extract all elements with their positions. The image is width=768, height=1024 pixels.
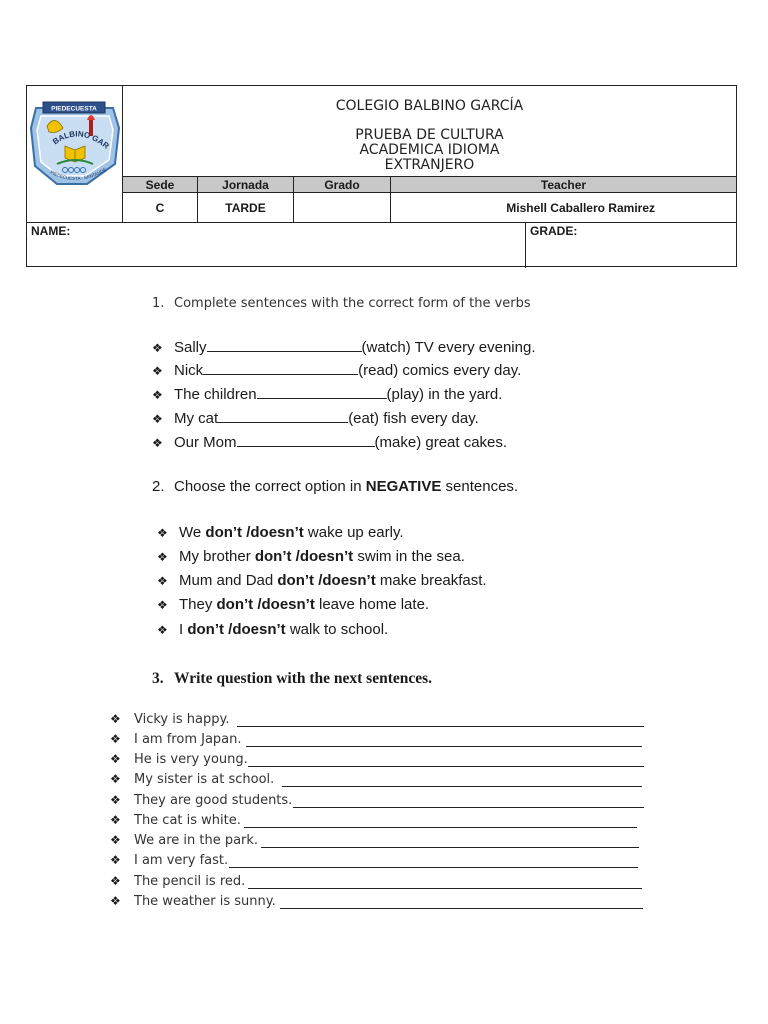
s1-item-before: Our Mom	[174, 434, 237, 451]
exam-title-line-1: PRUEBA DE CULTURA	[355, 127, 504, 143]
bullet-icon: ❖	[110, 793, 121, 807]
s3-item	[110, 752, 248, 767]
school-name: COLEGIO BALBINO GARCÍA	[335, 98, 524, 114]
section-1-text: Complete sentences with the correct form of the verbs	[174, 296, 531, 311]
s1-item-after: (read) comics every day.	[358, 362, 522, 379]
col-sede-label: Sede	[123, 177, 198, 192]
bullet-icon: ❖	[110, 894, 121, 908]
section-2-number: 2.	[152, 478, 165, 495]
s2-item	[157, 524, 404, 541]
section-2-text-bold: NEGATIVE	[365, 478, 442, 495]
s2-item-before: We	[179, 524, 206, 541]
bullet-icon: ❖	[157, 526, 168, 540]
answer-line[interactable]	[248, 766, 644, 767]
bullet-icon: ❖	[157, 550, 168, 564]
s3-item-text: Vicky is happy.	[134, 712, 230, 727]
answer-line[interactable]	[280, 908, 643, 909]
s1-item	[152, 410, 479, 427]
bullet-icon: ❖	[110, 813, 121, 827]
s3-item-text: He is very young.	[134, 752, 248, 767]
s2-item-after: swim in the sea.	[353, 548, 465, 565]
s1-item	[152, 339, 535, 356]
bullet-icon: ❖	[152, 412, 163, 426]
title-area	[123, 86, 736, 176]
answer-line[interactable]	[229, 867, 638, 868]
s1-item	[152, 434, 507, 451]
grade-field[interactable]	[526, 223, 736, 269]
s3-item	[110, 772, 274, 787]
answer-line[interactable]	[237, 726, 644, 727]
s3-item	[110, 894, 276, 909]
bullet-icon: ❖	[110, 712, 121, 726]
section-1-instruction	[152, 296, 531, 311]
bullet-icon: ❖	[110, 874, 121, 888]
s2-item-after: walk to school.	[285, 621, 389, 638]
s1-item-after: (make) great cakes.	[374, 434, 508, 451]
s3-item	[110, 732, 242, 747]
s3-item-text: The pencil is red.	[134, 874, 246, 889]
s3-item	[110, 853, 228, 868]
s2-item	[157, 621, 388, 638]
teacher-value: Mishell Caballero Ramirez	[506, 200, 655, 215]
s2-item-option[interactable]: don’t /doesn’t	[187, 621, 286, 638]
answer-line[interactable]	[293, 807, 644, 808]
s2-item-option[interactable]: don’t /doesn’t	[254, 548, 354, 565]
jornada-value: TARDE	[198, 193, 294, 222]
s2-item-before: Mum and Dad	[179, 572, 278, 589]
exam-title-line-3: EXTRANJERO	[384, 157, 475, 173]
bullet-icon: ❖	[152, 436, 163, 450]
answer-line[interactable]	[246, 746, 642, 747]
s2-item-after: wake up early.	[303, 524, 404, 541]
logo-arc-text: BALBINO GAR	[51, 129, 111, 151]
section-3-number: 3.	[152, 670, 164, 687]
answer-blank[interactable]	[237, 434, 375, 447]
answer-line[interactable]	[282, 786, 642, 787]
bullet-icon: ❖	[152, 388, 163, 402]
s2-item-after: leave home late.	[314, 596, 430, 613]
bullet-icon: ❖	[157, 598, 168, 612]
col-grado-label: Grado	[294, 177, 391, 192]
school-crest-logo	[27, 86, 123, 222]
logo-bottom-text: PIEDECUESTA - SANTANDE	[49, 166, 108, 182]
s2-item-before: My brother	[179, 548, 255, 565]
answer-blank[interactable]	[218, 410, 348, 423]
name-field[interactable]	[27, 223, 526, 268]
section-3-instruction	[152, 670, 432, 688]
header-value-row	[123, 193, 736, 222]
bullet-icon: ❖	[110, 772, 121, 786]
s1-item-after: (eat) fish every day.	[348, 410, 479, 427]
s3-item	[110, 833, 258, 848]
bullet-icon: ❖	[110, 752, 121, 766]
s3-item	[110, 793, 292, 808]
bullet-icon: ❖	[110, 732, 121, 746]
s3-item-text: We are in the park.	[134, 833, 259, 848]
bullet-icon: ❖	[157, 574, 168, 588]
s2-item-option[interactable]: don’t /doesn’t	[216, 596, 315, 613]
name-label: NAME:	[31, 224, 71, 238]
s2-item	[157, 572, 487, 589]
s3-item-text: I am very fast.	[134, 853, 229, 868]
s3-item-text: I am from Japan.	[134, 732, 242, 747]
s2-item	[157, 548, 465, 565]
s2-item	[157, 596, 429, 613]
section-2-text-after: sentences.	[441, 478, 519, 495]
answer-line[interactable]	[244, 827, 637, 828]
logo-banner-text: PIEDECUESTA	[51, 105, 97, 113]
s1-item-before: Sally	[174, 339, 207, 356]
answer-blank[interactable]	[207, 339, 362, 352]
s1-item-after: (play) in the yard.	[386, 386, 503, 403]
section-2-text-before: Choose the correct option in	[174, 478, 366, 495]
s1-item	[152, 362, 521, 379]
s3-item	[110, 874, 245, 889]
s3-item-text: The cat is white.	[134, 813, 241, 828]
grado-value[interactable]	[294, 193, 391, 222]
bullet-icon: ❖	[152, 364, 163, 378]
exam-title-line-2: ACADEMICA IDIOMA	[359, 142, 500, 158]
s3-item	[110, 813, 241, 828]
section-3-text: Write question with the next sentences.	[174, 670, 433, 687]
s1-item	[152, 386, 502, 403]
sede-value: C	[123, 193, 198, 222]
s2-item-option[interactable]: don’t /doesn’t	[205, 524, 304, 541]
s2-item-before: I	[179, 621, 188, 638]
col-teacher-label: Teacher	[540, 177, 587, 192]
s2-item-before: They	[179, 596, 217, 613]
s3-item-text: My sister is at school.	[134, 772, 275, 787]
s1-item-before: The children	[174, 386, 257, 403]
s1-item-before: My cat	[174, 410, 219, 427]
s3-item	[110, 712, 229, 727]
bullet-icon: ❖	[110, 853, 121, 867]
name-grade-row	[27, 222, 736, 268]
grade-label: GRADE:	[530, 224, 578, 238]
bullet-icon: ❖	[110, 833, 121, 847]
header-table	[26, 85, 737, 267]
s1-item-before: Nick	[174, 362, 204, 379]
answer-line[interactable]	[248, 888, 642, 889]
col-jornada-label: Jornada	[198, 177, 294, 192]
section-2-instruction	[152, 478, 518, 495]
s3-item-text: They are good students.	[134, 793, 293, 808]
s2-item-after: make breakfast.	[375, 572, 487, 589]
section-1-number: 1.	[152, 296, 165, 311]
answer-blank[interactable]	[203, 362, 358, 375]
bullet-icon: ❖	[152, 341, 163, 355]
s3-item-text: The weather is sunny.	[134, 894, 276, 909]
bullet-icon: ❖	[157, 623, 168, 637]
s1-item-after: (watch) TV every evening.	[361, 339, 536, 356]
logo-cell	[27, 86, 123, 222]
answer-blank[interactable]	[257, 386, 387, 399]
header-label-row	[123, 176, 736, 193]
s2-item-option[interactable]: don’t /doesn’t	[277, 572, 376, 589]
exam-title	[123, 128, 736, 173]
answer-line[interactable]	[261, 847, 639, 848]
